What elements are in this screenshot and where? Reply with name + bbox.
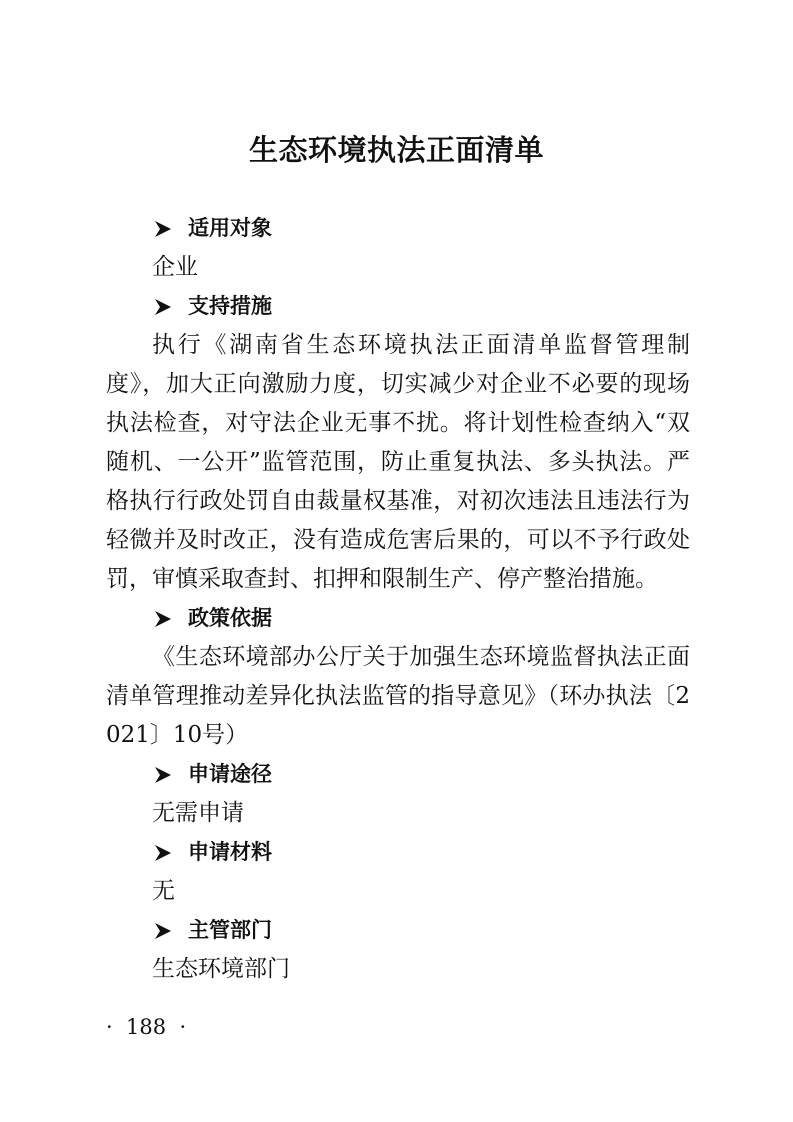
section-body: 企业 [152,254,198,280]
section-heading [106,911,690,950]
arrow-right-icon [152,218,174,240]
section-heading [106,209,690,248]
section-application-channel [106,755,690,833]
arrow-right-icon [152,764,174,786]
section-application-materials [106,833,690,911]
arrow-right-icon [152,842,174,864]
page-number: · 188 · [106,1015,187,1039]
arrow-right-icon [152,296,174,318]
section-heading-label: 主管部门 [188,918,272,942]
section-body: 无 [152,878,175,904]
section-heading-label: 申请材料 [188,840,272,864]
section-heading-label: 支持措施 [188,294,272,318]
section-heading [106,833,690,872]
section-body: 生态环境部门 [152,956,290,982]
section-heading [106,287,690,326]
section-competent-department [106,911,690,989]
section-applicable-target [106,209,690,287]
arrow-right-icon [152,920,174,942]
document-body [106,209,690,989]
section-heading-label: 适用对象 [188,216,272,240]
arrow-right-icon [152,608,174,630]
section-heading [106,755,690,794]
page-title: 生态环境执法正面清单 [248,133,544,167]
section-heading [106,599,690,638]
section-support-measures [106,287,690,599]
section-body: 《生态环境部办公厅关于加强生态环境监督执法正面清单管理推动差异化执法监管的指导意见》（环办执法〔2021〕10号） [106,644,690,748]
section-body: 无需申请 [152,800,244,826]
section-policy-basis [106,599,690,755]
section-body: 执行《湖南省生态环境执法正面清单监督管理制度》，加大正向激励力度，切实减少对企业不必要的现场执法检查，对守法企业无事不扰。将计划性检查纳入“双随机、一公开”监管范围，防止重复执法、多头执法。严格执行行政处罚自由裁量权基准，对初次违法且违法行为轻微并及时改正，没有造成危害后果的，可以不予行政处罚，审慎采取查封、扣押和限制生产、停产整治措施。 [106,332,690,592]
section-heading-label: 申请途径 [188,762,272,786]
section-heading-label: 政策依据 [188,606,272,630]
